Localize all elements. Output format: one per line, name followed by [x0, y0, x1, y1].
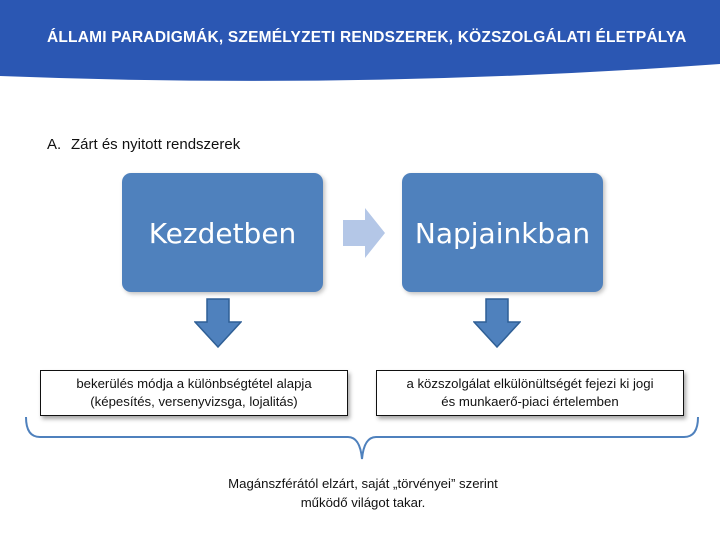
section-marker: A.: [47, 136, 62, 153]
header-banner: [0, 0, 720, 82]
conclusion-text: [150, 474, 576, 512]
brace-connector: [22, 415, 702, 463]
right-arrow-icon: [343, 208, 385, 258]
box-initially-label: Kezdetben: [148, 217, 297, 250]
conclusion-line2: működő világot takar.: [300, 495, 426, 510]
page-title: ÁLLAMI PARADIGMÁK, SZEMÉLYZETI RENDSZEREK, KÖZSZOLGÁLATI ÉLETPÁLYA: [47, 29, 687, 46]
down-arrow-right-icon: [473, 298, 521, 348]
down-arrow-left-icon: [194, 298, 242, 348]
section-heading-text: Zárt és nyitott rendszerek: [71, 136, 241, 153]
box-nowadays-label: Napjainkban: [414, 217, 591, 250]
description-nowadays: [376, 370, 684, 416]
description-initially-line1: bekerülés módja a különbségtétel alapja: [76, 376, 312, 391]
box-nowadays: [402, 173, 603, 292]
description-nowadays-line2: és munkaerő-piaci értelemben: [441, 394, 619, 409]
description-nowadays-line1: a közszolgálat elkülönültségét fejezi ki jogi: [406, 376, 654, 391]
description-initially: [40, 370, 348, 416]
section-heading: [47, 136, 240, 153]
description-initially-line2: (képesítés, versenyvizsga, lojalitás): [90, 394, 298, 409]
conclusion-line1: Magánszférától elzárt, saját „törvényei” szerint: [228, 476, 498, 491]
box-initially: [122, 173, 323, 292]
